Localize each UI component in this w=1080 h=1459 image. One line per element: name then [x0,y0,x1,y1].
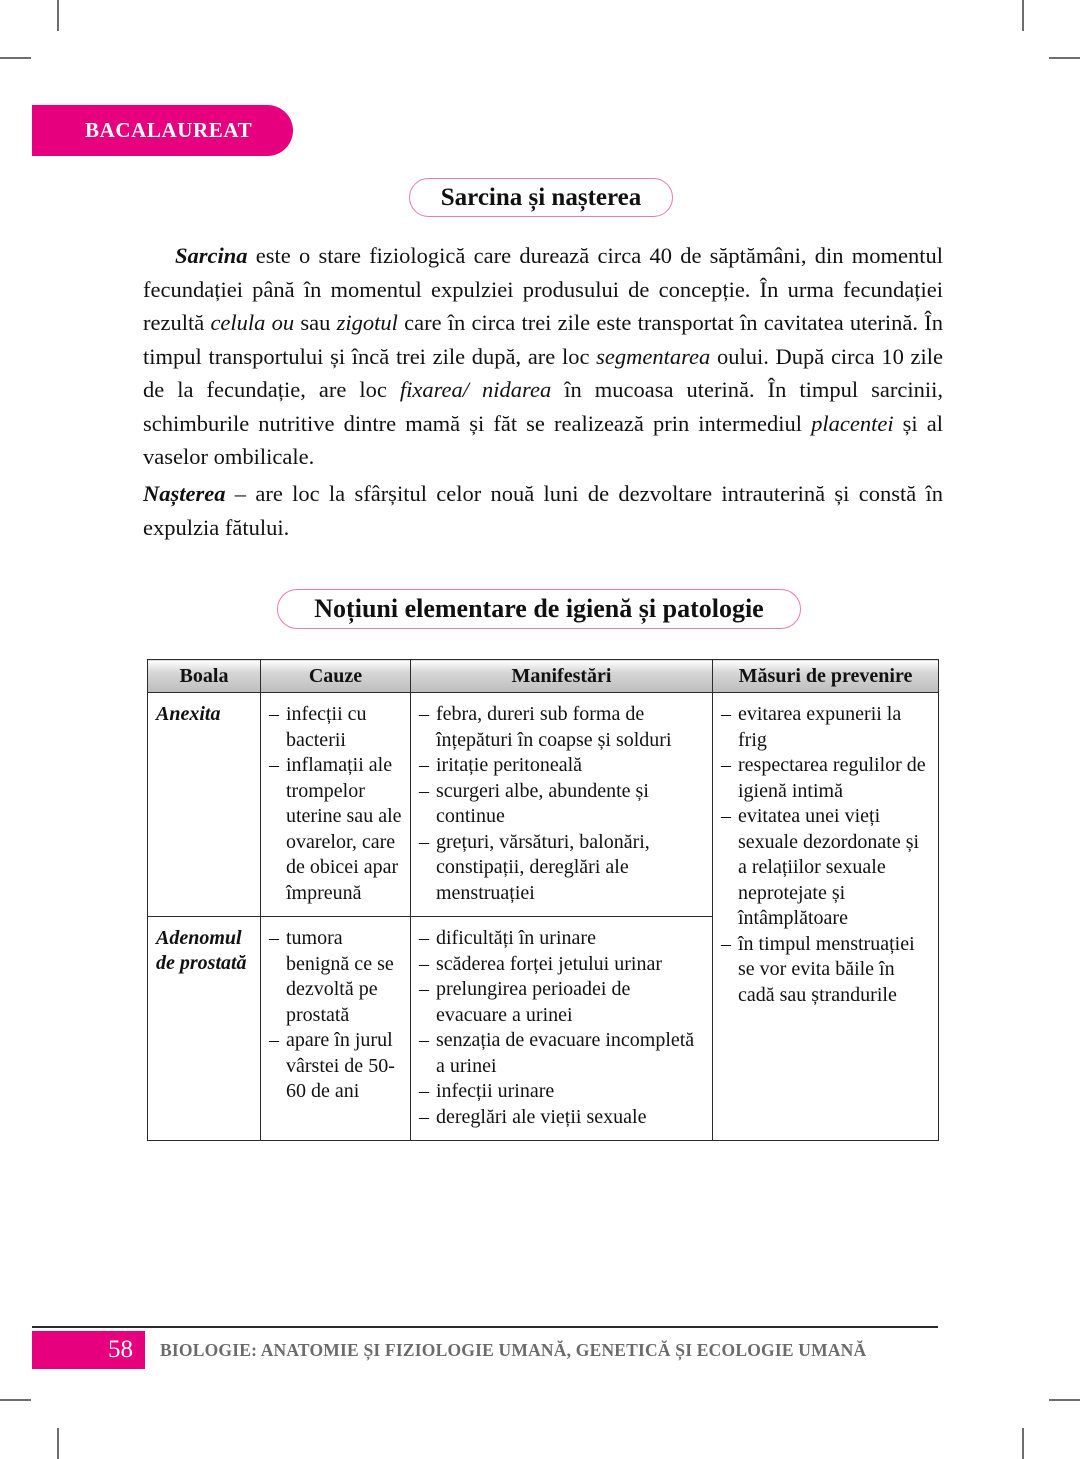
list-item: – în timpul menstruației se vor evita băile în cadă sau ștrandurile [721,932,932,1009]
table-header-masuri: Măsuri de prevenire [713,660,939,693]
manifestations-list [411,693,712,916]
paragraph-text-3: care în circa trei zile este transportat în cavitatea uterină. În timpul transportului și încă trei zile după, are loc [143,310,943,369]
cell-causes [261,917,411,1141]
list-item: – infecții cu bacterii [269,702,404,753]
list-item: – iritație peritoneală [419,753,706,779]
list-item: – prelungirea perioadei de evacuare a urinei [419,977,706,1028]
cell-prevention [713,693,939,1141]
prevention-list [713,693,938,1018]
table-row [148,693,939,917]
paragraph-text-1: este o stare fiziologică care durează circa 40 de săptămâni, din momentul fecundației până în momentul expulziei produsului de concepție. În urma fecundației rezultă [143,243,943,335]
page-number-badge [32,1331,145,1369]
table-header-cauze: Cauze [261,660,411,693]
table-header-boala: Boala [148,660,261,693]
emphasis-celula-ou: celula ou [210,310,295,335]
list-item: – tumora benignă ce se dezvoltă pe prostată [269,926,404,1028]
paragraph-text-5: în mucoasa uterină. În timpul sarcinii, schimburile nutritive dintre mamă și făt se realizează prin intermediul [143,377,943,436]
paragraph-lead-term: Sarcina [175,243,248,268]
section-title-pill-notiuni [277,589,801,629]
causes-list [261,917,410,1115]
crop-mark-bottom-left-horizontal [0,1399,31,1401]
cell-disease-name [148,693,261,917]
pathology-table-wrapper [147,659,938,1141]
paragraph-text-4: oului. După circa 10 zile de la fecundație, are loc [143,343,943,402]
pathology-table [147,659,939,1141]
section-title-text: Noțiuni elementare de igienă și patologie [314,594,764,623]
list-item: – respectarea regulilor de igienă intimă [721,753,932,804]
cell-manifestations [411,917,713,1141]
paragraph-lead-term-nasterea: Nașterea [143,481,226,506]
section-title-pill-sarcina [409,178,673,217]
list-item: – dereglări ale vieții sexuale [419,1105,706,1131]
crop-mark-bottom-right-vertical [1022,1428,1024,1459]
emphasis-zigotul: zigotul [336,310,398,335]
list-item: – apare în jurul vârstei de 50-60 de ani [269,1028,404,1105]
emphasis-placentei: placentei [811,410,894,436]
crop-mark-bottom-left-vertical [57,1428,59,1459]
list-item: – febra, dureri sub forma de înțepături în coapse și solduri [419,702,706,753]
disease-label: Anexita [156,703,221,725]
causes-list [261,693,410,916]
list-item: – evitatea unei vieți sexuale dezordonate și a relațiilor sexuale neprotejate și întâmplătoare [721,804,932,932]
crop-mark-top-right-vertical [1022,0,1024,31]
paragraph-nasterea-text: – are loc la sfârșitul celor nouă luni de dezvoltare intrauterină și constă în expulzia fătului. [143,481,943,540]
list-item: – scăderea forței jetului urinar [419,952,706,978]
page-number: 58 [108,1336,133,1363]
table-header-manifestari: Manifestări [411,660,713,693]
cell-disease-name [148,917,261,1141]
section-title-text: Sarcina și nașterea [440,183,642,211]
crop-mark-bottom-right-horizontal [1049,1399,1080,1401]
list-item: – senzația de evacuare incompletă a urinei [419,1028,706,1079]
paragraph-sarcina [143,239,943,474]
paragraph-text-2: sau [294,310,337,335]
header-section-tab [32,105,293,156]
crop-mark-top-right-horizontal [1049,57,1080,59]
table-header-row [148,660,939,693]
disease-label: Adenomul de prostată [156,927,247,974]
cell-manifestations [411,693,713,917]
crop-mark-top-left-horizontal [0,57,31,59]
header-tab-label: BACALAUREAT [85,118,253,142]
emphasis-fixarea-nidarea: fixarea/ nidarea [399,377,552,402]
emphasis-segmentarea: segmentarea [596,343,711,369]
list-item: – inflamații ale trompelor uterine sau ale ovarelor, care de obicei apar împreună [269,753,404,906]
cell-causes [261,693,411,917]
list-item: – infecții urinare [419,1079,706,1105]
list-item: – dificultăți în urinare [419,926,706,952]
paragraph-nasterea [143,477,943,544]
list-item: – evitarea expunerii la frig [721,702,932,753]
crop-mark-top-left-vertical [57,0,59,31]
list-item: – scurgeri albe, abundente și continue [419,779,706,830]
manifestations-list [411,917,712,1140]
paragraph-text-6: și al vaselor ombilicale. [143,410,944,469]
footer-book-title: BIOLOGIE: ANATOMIE ȘI FIZIOLOGIE UMANĂ, GENETICĂ ȘI ECOLOGIE UMANĂ [160,1340,867,1360]
footer-divider [32,1326,938,1328]
list-item: – grețuri, vărsături, balonări, constipații, dereglări ale menstruației [419,830,706,907]
